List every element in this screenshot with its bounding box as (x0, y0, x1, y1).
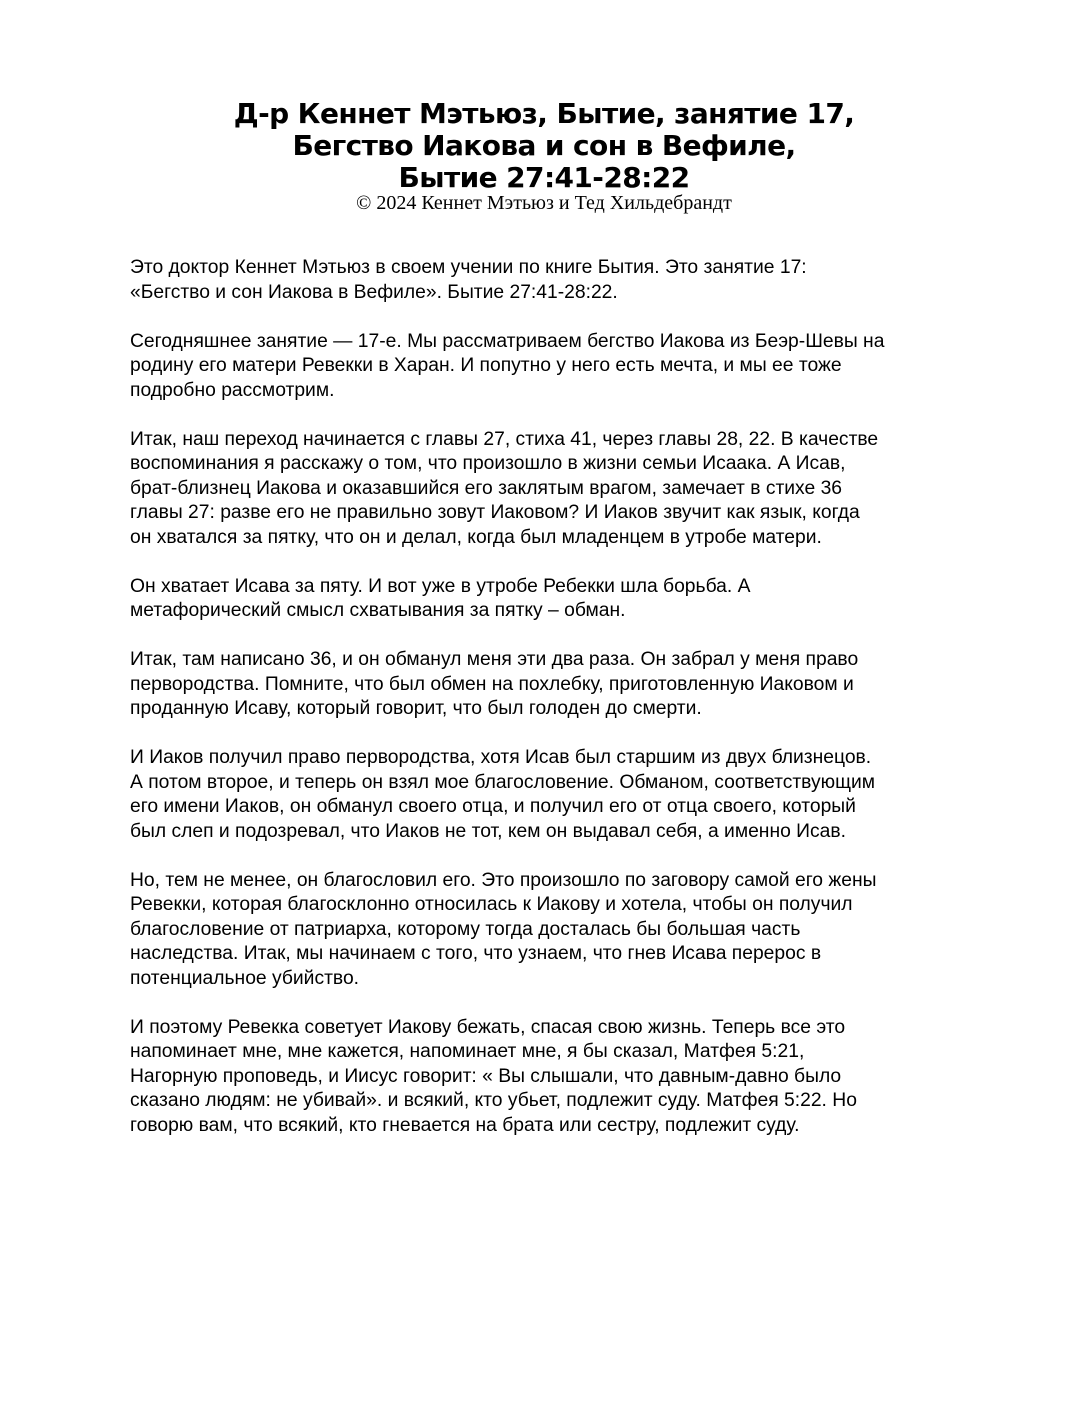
text-line: главы 27: разве его не правильно зовут Иаковом? И Иаков звучит как язык, когда (130, 502, 860, 523)
title-line-3: Бытие 27:41-28:22 (398, 161, 690, 194)
text-line: проданную Исаву, который говорит, что был голоден до смерти. (130, 698, 702, 719)
text-line: брат-близнец Иакова и оказавшийся его заклятым врагом, замечает в стихе 36 (130, 477, 843, 499)
text-line: первородства. Помните, что был обмен на похлебку, приготовленную Иаковом и (130, 673, 854, 695)
text-line: говорю вам, что всякий, кто гневается на брата или сестру, подлежит суду. (130, 1114, 800, 1136)
text-line: Ревекки, которая благосклонно относилась к Иакову и хотела, чтобы он получил (130, 894, 853, 915)
text-line: Это доктор Кеннет Мэтьюз в своем учении по книге Бытия. Это занятие 17: (130, 257, 807, 278)
text-line: он хватался за пятку, что он и делал, когда был младенцем в утробе матери. (130, 526, 822, 548)
text-line: «Бегство и сон Иакова в Вефиле». Бытие 27:41-28:22. (130, 281, 618, 303)
paragraph-3 (130, 428, 960, 551)
body-text (130, 256, 960, 1163)
text-line: потенциальное убийство. (130, 967, 360, 989)
text-line: метафорический смысл схватывания за пятку – обман. (130, 600, 626, 621)
text-line: родину его матери Ревекки в Харан. И попутно у него есть мечта, и мы ее тоже (130, 355, 842, 376)
text-line: сказано людям: не убивай». и всякий, кто убьет, подлежит суду. Матфея 5:22. Но (130, 1090, 857, 1111)
text-line: А потом второе, и теперь он взял мое благословение. Обманом, соответствующим (130, 771, 875, 793)
text-line: напоминает мне, мне кажется, напоминает мне, я бы сказал, Матфея 5:21, (130, 1041, 805, 1062)
paragraph-2 (130, 330, 960, 404)
text-line: благословение от патриарха, которому тогда досталась бы большая часть (130, 918, 801, 940)
title-block (0, 98, 1088, 214)
text-line: Нагорную проповедь, и Иисус говорит: « Вы слышали, что давным-давно было (130, 1065, 842, 1087)
text-line: Итак, там написано 36, и он обманул меня эти два раза. Он забрал у меня право (130, 649, 859, 670)
paragraph-1 (130, 256, 960, 305)
text-line: был слеп и подозревал, что Иаков не тот, кем он выдавал себя, а именно Исав. (130, 820, 846, 842)
text-line: И поэтому Ревекка советует Иакову бежать, спасая свою жизнь. Теперь все это (130, 1016, 846, 1038)
paragraph-7 (130, 869, 960, 992)
paragraph-8 (130, 1016, 960, 1139)
text-line: Но, тем не менее, он благословил его. Это произошло по заговору самой его жены (130, 869, 877, 891)
text-line: подробно рассмотрим. (130, 379, 335, 401)
text-line: Итак, наш переход начинается с главы 27, стиха 41, через главы 28, 22. В качестве (130, 428, 879, 450)
text-line: наследства. Итак, мы начинаем с того, что узнаем, что гнев Исава перерос в (130, 943, 822, 964)
text-line: воспоминания я расскажу о том, что произошло в жизни семьи Исаака. А Исав, (130, 453, 846, 474)
text-line: его имени Иаков, он обманул своего отца, и получил его от отца своего, который (130, 796, 856, 817)
title-line-1: Д-р Кеннет Мэтьюз, Бытие, занятие 17, (233, 97, 855, 130)
paragraph-4 (130, 575, 960, 624)
text-line: И Иаков получил право первородства, хотя Исав был старшим из двух близнецов. (130, 747, 872, 768)
text-line: Сегодняшнее занятие — 17-е. Мы рассматриваем бегство Иакова из Беэр-Шевы на (130, 330, 885, 352)
title-line-2: Бегство Иакова и сон в Вефиле, (292, 129, 796, 162)
paragraph-6 (130, 746, 960, 844)
paragraph-5 (130, 648, 960, 722)
text-line: Он хватает Исава за пяту. И вот уже в утробе Ребекки шла борьба. А (130, 575, 751, 597)
copyright-line: © 2024 Кеннет Мэтьюз и Тед Хильдебрандт (356, 192, 732, 214)
